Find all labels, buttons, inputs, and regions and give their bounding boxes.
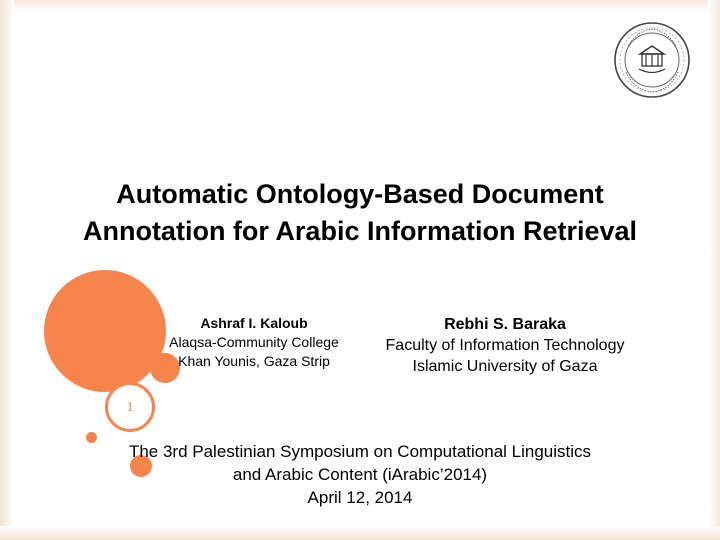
- author-affiliation-1a: Alaqsa-Community College: [169, 334, 339, 350]
- slide-number: 1: [126, 399, 134, 414]
- author-block-2: [368, 314, 642, 377]
- author-name-2: Rebhi S. Baraka: [444, 316, 566, 333]
- slide-border-right: [708, 0, 720, 540]
- title-line-1: Automatic Ontology-Based Document: [116, 179, 604, 209]
- title-line-2: Annotation for Arabic Information Retrieval: [82, 216, 638, 246]
- slide-number-badge: [105, 382, 155, 432]
- author-affiliation-1b: Khan Younis, Gaza Strip: [178, 353, 330, 369]
- author-affiliation-2b: Islamic University of Gaza: [412, 358, 598, 375]
- author-affiliation-2a: Faculty of Information Technology: [385, 337, 625, 354]
- author-block-1: [148, 314, 360, 371]
- slide-border-left: [0, 0, 14, 540]
- slide-title: [20, 176, 700, 250]
- university-seal-icon: [612, 20, 692, 100]
- slide-border-bottom: [0, 526, 720, 540]
- event-info: [40, 440, 680, 509]
- slide-border-top: [0, 0, 720, 12]
- author-name-1: Ashraf I. Kaloub: [200, 315, 308, 331]
- event-line-2: and Arabic Content (iArabic’2014): [232, 465, 488, 484]
- event-line-1: The 3rd Palestinian Symposium on Computational Linguistics: [128, 442, 592, 461]
- event-date: April 12, 2014: [307, 488, 413, 507]
